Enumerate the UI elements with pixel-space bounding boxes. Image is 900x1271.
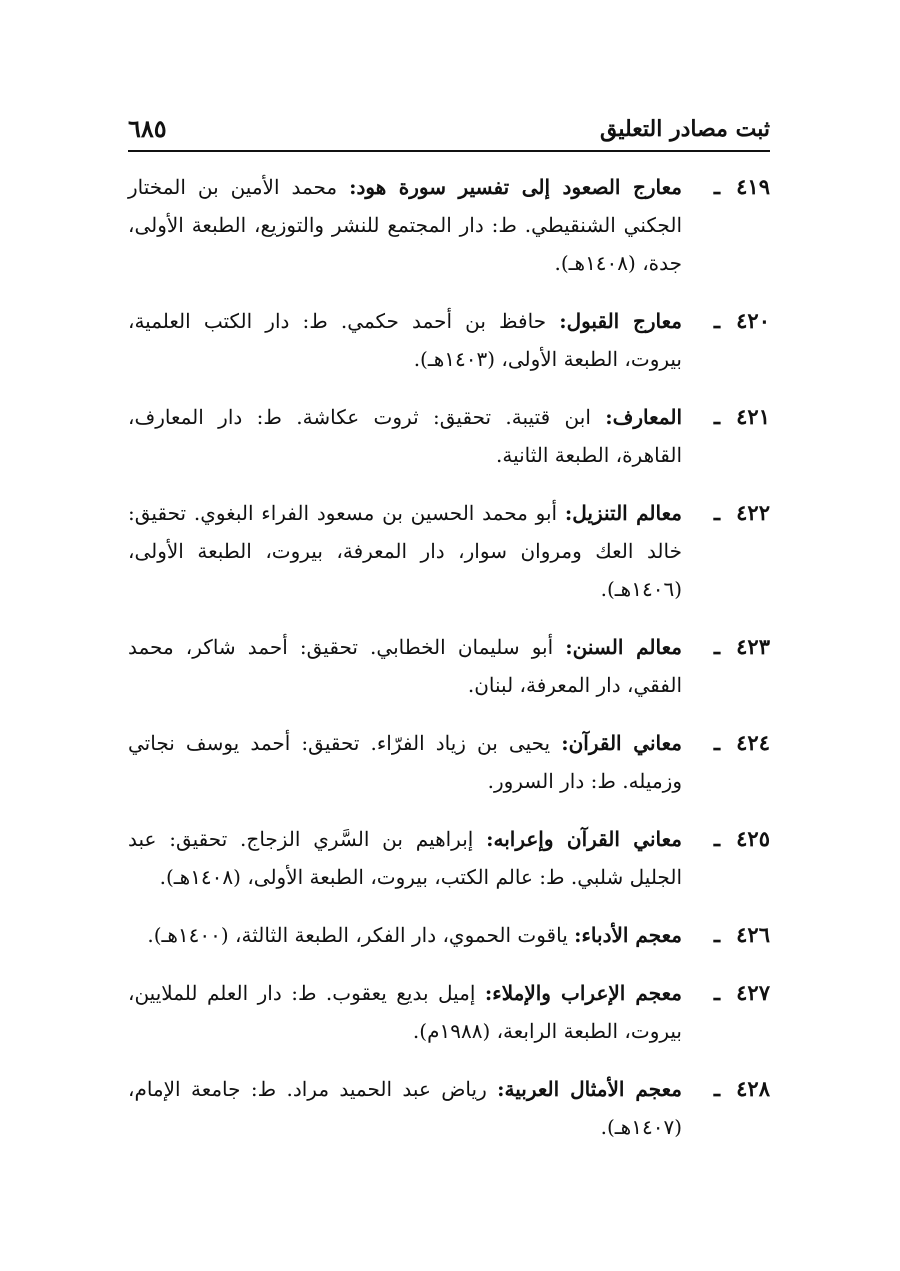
- entry-dash: ـ: [713, 730, 720, 755]
- entry-number: ٤٢٣: [736, 634, 770, 659]
- entry-dash: ـ: [713, 922, 720, 947]
- bibliography-entry: [128, 724, 770, 800]
- entry-details: حافظ بن أحمد حكمي. ط: دار الكتب العلمية، بيروت، الطبعة الأولى، (١٤٠٣هـ).: [128, 309, 682, 371]
- entry-dash: ـ: [713, 634, 720, 659]
- entry-text: [128, 974, 682, 1050]
- entry-text: [128, 724, 682, 800]
- entry-details: أبو سليمان الخطابي. تحقيق: أحمد شاكر، محمد الفقي، دار المعرفة، لبنان.: [128, 635, 682, 697]
- bibliography-entry: [128, 398, 770, 474]
- entry-number: ٤٢٥: [736, 826, 770, 851]
- entry-number: ٤٢٦: [736, 922, 770, 947]
- entry-title: معجم الإعراب والإملاء:: [484, 981, 682, 1005]
- entry-details: محمد الأمين بن المختار الجكني الشنقيطي. ط: دار المجتمع للنشر والتوزيع، الطبعة الأولى، جدة، (١٤٠٨هـ).: [128, 175, 682, 275]
- entry-number: ٤٢٢: [736, 500, 770, 525]
- entry-title: معالم السنن:: [565, 635, 682, 659]
- entry-text: [128, 302, 682, 378]
- entry-title: معاني القرآن وإعرابه:: [486, 827, 683, 851]
- entry-details: ياقوت الحموي، دار الفكر، الطبعة الثالثة، (١٤٠٠هـ).: [147, 923, 575, 947]
- bibliography-entry: [128, 494, 770, 608]
- entry-details: رياض عبد الحميد مراد. ط: جامعة الإمام، (١٤٠٧هـ).: [128, 1077, 682, 1139]
- entry-title: معجم الأمثال العربية:: [497, 1077, 683, 1101]
- entry-details: ابن قتيبة. تحقيق: ثروت عكاشة. ط: دار المعارف، القاهرة، الطبعة الثانية.: [128, 405, 682, 467]
- running-title: ثبت مصادر التعليق: [599, 116, 770, 142]
- bibliography-entry: [128, 820, 770, 896]
- entry-text: [128, 820, 682, 896]
- entry-dash: ـ: [713, 404, 720, 429]
- entry-text: [128, 916, 682, 954]
- bibliography-entry: [128, 974, 770, 1050]
- bibliography-entry: [128, 302, 770, 378]
- entry-details: إبراهيم بن السَّري الزجاج. تحقيق: عبد الجليل شلبي. ط: عالم الكتب، بيروت، الطبعة الأولى، (١٤٠٨هـ).: [128, 827, 682, 889]
- entry-text: [128, 398, 682, 474]
- entry-dash: ـ: [713, 826, 720, 851]
- entry-text: [128, 628, 682, 704]
- entry-title: معالم التنزيل:: [564, 501, 682, 525]
- bibliography-entry: [128, 1070, 770, 1146]
- entry-dash: ـ: [713, 1076, 720, 1101]
- entry-text: [128, 494, 682, 608]
- entry-dash: ـ: [713, 500, 720, 525]
- entry-dash: ـ: [713, 980, 720, 1005]
- entry-number: ٤١٩: [736, 174, 770, 199]
- page-number: ٦٨٥: [128, 114, 167, 143]
- entry-title: المعارف:: [605, 405, 682, 429]
- entry-dash: ـ: [713, 308, 720, 333]
- entry-dash: ـ: [713, 174, 720, 199]
- entry-details: أبو محمد الحسين بن مسعود الفراء البغوي. تحقيق: خالد العك ومروان سوار، دار المعرفة، بيروت، الطبعة الأولى، (١٤٠٦هـ).: [128, 501, 682, 601]
- entry-number: ٤٢٨: [736, 1076, 770, 1101]
- bibliography-entry: [128, 628, 770, 704]
- entry-title: معارج القبول:: [559, 309, 682, 333]
- bibliography-entry: [128, 168, 770, 282]
- entry-title: معاني القرآن:: [561, 731, 682, 755]
- bibliography-list: [128, 168, 770, 1166]
- entry-number: ٤٢٧: [736, 980, 770, 1005]
- entry-details: إميل بديع يعقوب. ط: دار العلم للملايين، بيروت، الطبعة الرابعة، (١٩٨٨م).: [128, 981, 682, 1043]
- bibliography-entry: [128, 916, 770, 954]
- entry-text: [128, 168, 682, 282]
- entry-number: ٤٢٤: [736, 730, 770, 755]
- entry-title: معجم الأدباء:: [574, 923, 682, 947]
- page-header: [128, 114, 770, 152]
- entry-number: ٤٢١: [736, 404, 770, 429]
- entry-number: ٤٢٠: [736, 308, 770, 333]
- entry-details: يحيى بن زياد الفرّاء. تحقيق: أحمد يوسف نجاتي وزميله. ط: دار السرور.: [128, 731, 682, 793]
- entry-title: معارج الصعود إلى تفسير سورة هود:: [349, 175, 683, 199]
- entry-text: [128, 1070, 682, 1146]
